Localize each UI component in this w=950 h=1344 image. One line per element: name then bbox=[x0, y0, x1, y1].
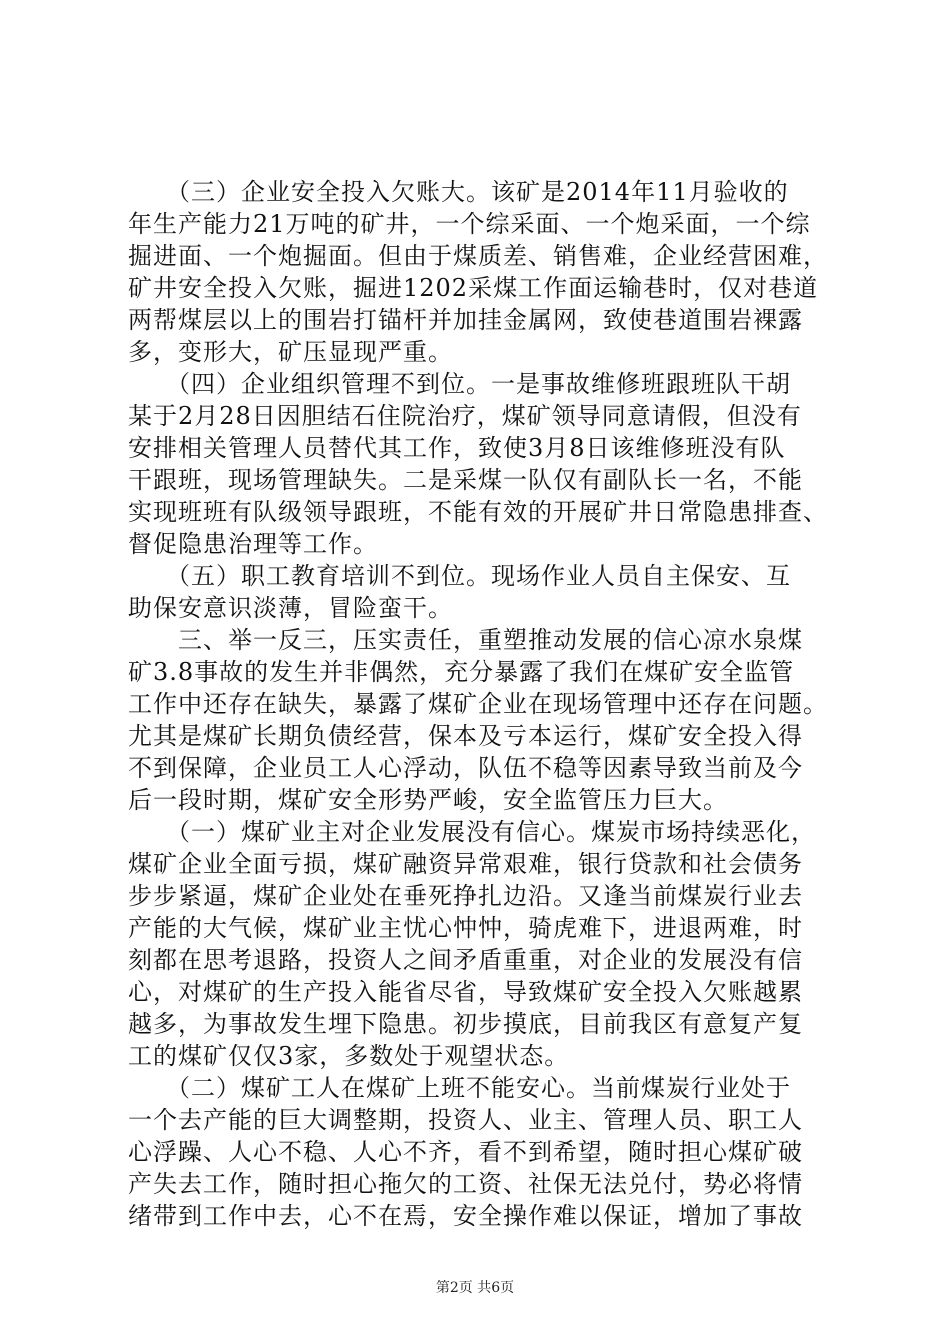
text-line: 安排相关管理人员替代其工作，致使3月8日该维修班没有队 bbox=[128, 434, 786, 462]
text-line: （二）煤矿工人在煤矿上班不能安心。当前煤炭行业处于 bbox=[128, 1074, 791, 1102]
text-line: 多，变形大，矿压显现严重。 bbox=[128, 338, 453, 366]
text-line: 年生产能力21万吨的矿井，一个综采面、一个炮采面，一个综 bbox=[128, 210, 811, 238]
text-line: 督促隐患治理等工作。 bbox=[128, 530, 378, 558]
text-line: 步步紧逼，煤矿企业处在垂死挣扎边沿。又逢当前煤炭行业去 bbox=[128, 882, 803, 910]
text-line: 掘进面、一个炮掘面。但由于煤质差、销售难，企业经营困难， bbox=[128, 242, 828, 270]
text-line: 矿3.8事故的发生并非偶然，充分暴露了我们在煤矿安全监管 bbox=[128, 658, 795, 686]
text-line: 心浮躁、人心不稳、人心不齐，看不到希望，随时担心煤矿破 bbox=[128, 1138, 803, 1166]
text-line: 心，对煤矿的生产投入能省尽省，导致煤矿安全投入欠账越累 bbox=[128, 978, 803, 1006]
text-line: 矿井安全投入欠账，掘进1202采煤工作面运输巷时，仅对巷道 bbox=[128, 274, 819, 302]
text-line: 越多，为事故发生埋下隐患。初步摸底，目前我区有意复产复 bbox=[128, 1010, 803, 1038]
text-line: 一个去产能的巨大调整期，投资人、业主、管理人员、职工人 bbox=[128, 1106, 803, 1134]
page-number-footer: 第2页 共6页 bbox=[435, 1280, 515, 1296]
text-line: （五）职工教育培训不到位。现场作业人员自主保安、互 bbox=[128, 562, 791, 590]
text-line: 产能的大气候，煤矿业主忧心忡忡，骑虎难下，进退两难，时 bbox=[128, 914, 803, 942]
text-line: 绪带到工作中去，心不在焉，安全操作难以保证，增加了事故 bbox=[128, 1202, 803, 1230]
text-line: 实现班班有队级领导跟班，不能有效的开展矿井日常隐患排查、 bbox=[128, 498, 828, 526]
text-line: 尤其是煤矿长期负债经营，保本及亏本运行，煤矿安全投入得 bbox=[128, 722, 803, 750]
text-line: 两帮煤层以上的围岩打锚杆并加挂金属网，致使巷道围岩裸露 bbox=[128, 306, 803, 334]
text-line: 产失去工作，随时担心拖欠的工资、社保无法兑付，势必将情 bbox=[128, 1170, 803, 1198]
text-line: 助保安意识淡薄，冒险蛮干。 bbox=[128, 594, 453, 622]
text-line: 不到保障，企业员工人心浮动，队伍不稳等因素导致当前及今 bbox=[128, 754, 803, 782]
text-line: 干跟班，现场管理缺失。二是采煤一队仅有副队长一名，不能 bbox=[128, 466, 803, 494]
text-line: 后一段时期，煤矿安全形势严峻，安全监管压力巨大。 bbox=[128, 786, 728, 814]
text-line: 三、举一反三，压实责任，重塑推动发展的信心凉水泉煤 bbox=[128, 626, 803, 654]
text-line: 刻都在思考退路，投资人之间矛盾重重，对企业的发展没有信 bbox=[128, 946, 803, 974]
text-line: （一）煤矿业主对企业发展没有信心。煤炭市场持续恶化， bbox=[128, 818, 816, 846]
document-body bbox=[128, 176, 848, 1232]
text-line: 某于2月28日因胆结石住院治疗，煤矿领导同意请假，但没有 bbox=[128, 402, 802, 430]
text-line: 煤矿企业全面亏损，煤矿融资异常艰难，银行贷款和社会债务 bbox=[128, 850, 803, 878]
text-line: 工的煤矿仅仅3家，多数处于观望状态。 bbox=[128, 1042, 570, 1070]
text-line: （三）企业安全投入欠账大。该矿是2014年11月验收的 bbox=[128, 178, 789, 206]
text-line: （四）企业组织管理不到位。一是事故维修班跟班队干胡 bbox=[128, 370, 791, 398]
text-line: 工作中还存在缺失，暴露了煤矿企业在现场管理中还存在问题。 bbox=[128, 690, 828, 718]
